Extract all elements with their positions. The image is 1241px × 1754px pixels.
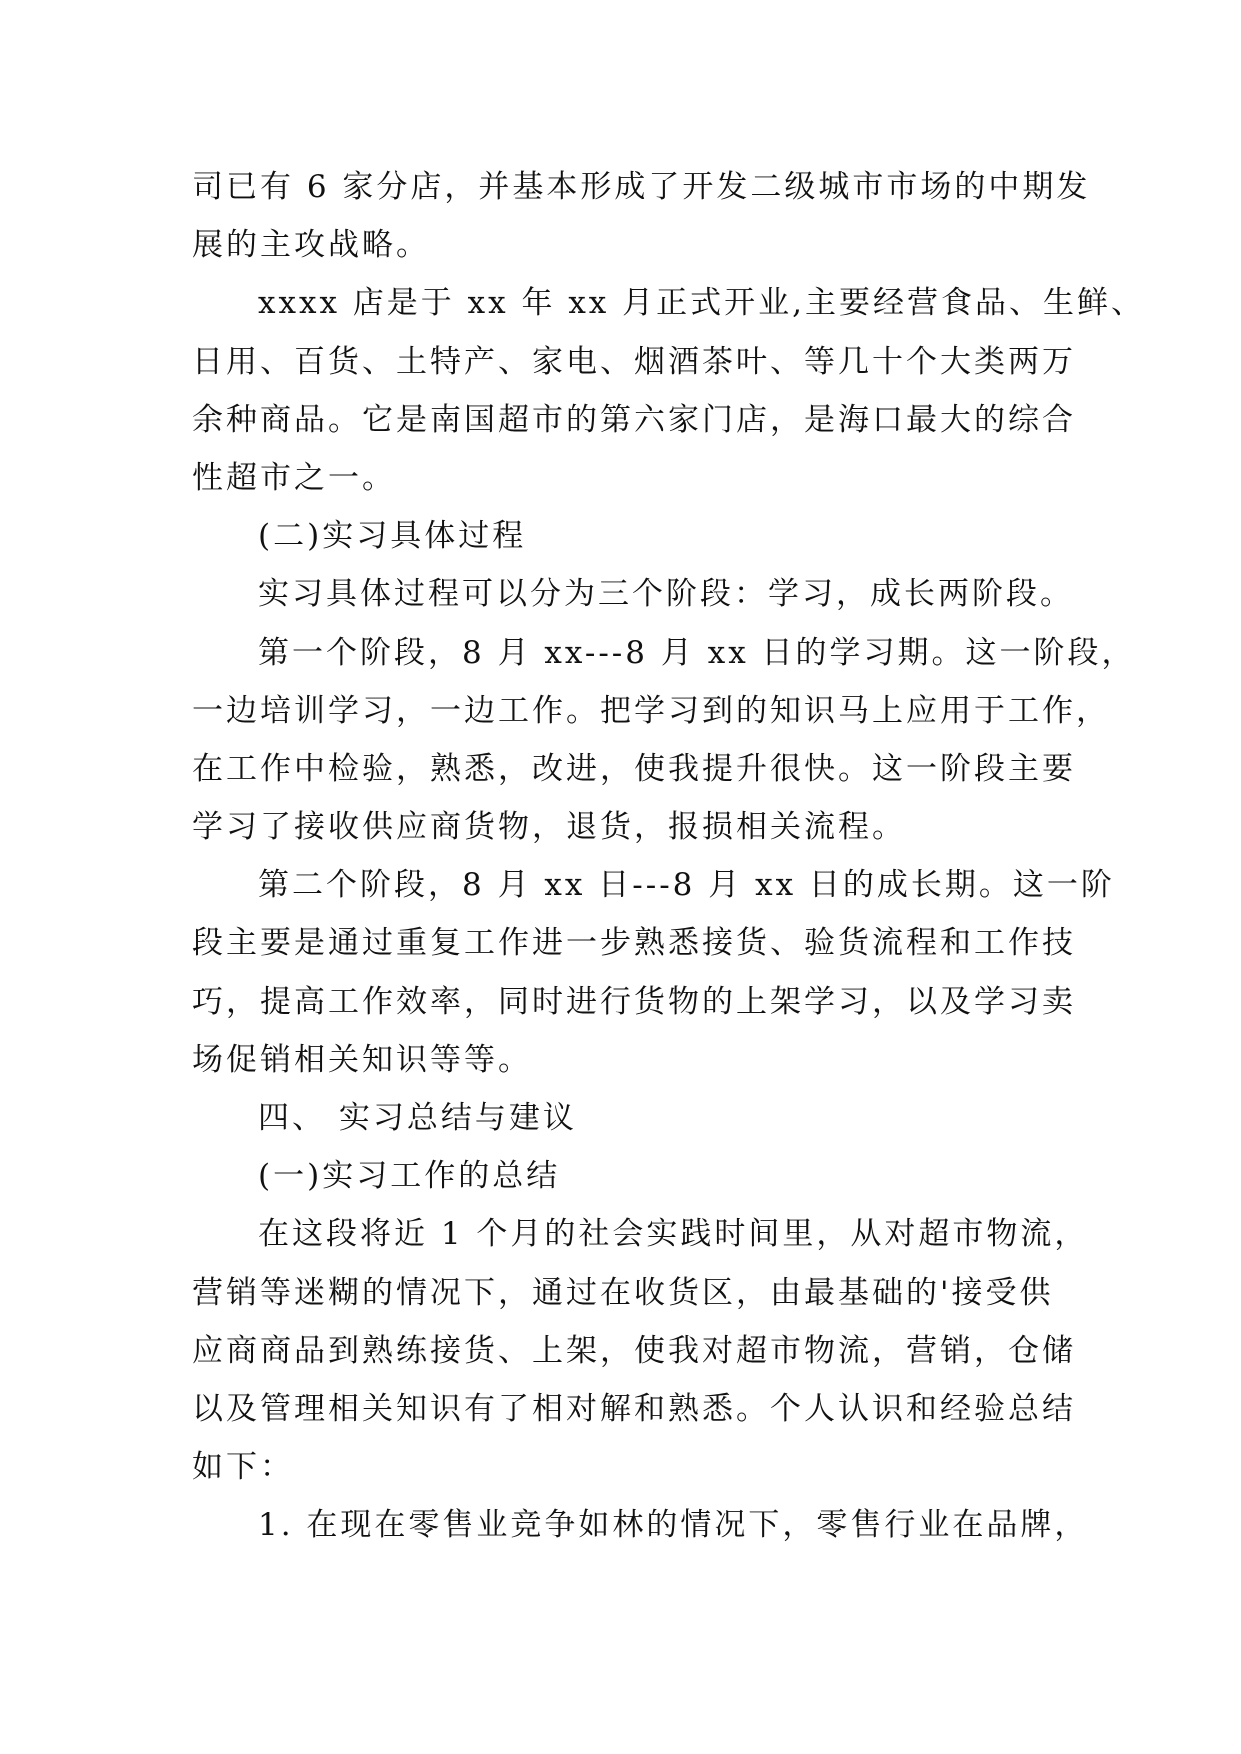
text-line: 在工作中检验，熟悉，改进，使我提升很快。这一阶段主要	[192, 750, 1076, 787]
text-line: 司已有 6 家分店，并基本形成了开发二级城市市场的中期发	[192, 169, 1091, 205]
text-line: 如下：	[192, 1449, 294, 1486]
text-line: 性超市之一。	[192, 459, 396, 496]
text-line: 巧，提高工作效率，同时进行货物的上架学习，以及学习卖	[192, 983, 1076, 1020]
section-heading: (二)实习具体过程	[258, 518, 527, 555]
text-line: 营销等迷糊的情况下，通过在收货区，由最基础的'接受供	[192, 1274, 1054, 1311]
list-item: 1. 在现在零售业竞争如林的情况下，零售行业在品牌，	[258, 1507, 1089, 1544]
text-line: 段主要是通过重复工作进一步熟悉接货、验货流程和工作技	[192, 925, 1076, 962]
text-line: 日用、百货、土特产、家电、烟酒茶叶、等几十个大类两万	[192, 343, 1076, 380]
text-line: 场促销相关知识等等。	[192, 1041, 532, 1078]
section-heading: (一)实习工作的总结	[258, 1158, 561, 1195]
text-line: 第二个阶段，8 月 xx 日---8 月 xx 日的成长期。这一阶	[258, 867, 1115, 904]
text-line: 应商商品到熟练接货、上架，使我对超市物流，营销，仓储	[192, 1332, 1076, 1369]
body-text	[192, 158, 1145, 1555]
text-line: xxxx 店是于 xx 年 xx 月正式开业,主要经营食品、生鲜、	[258, 285, 1145, 322]
text-line: 学习了接收供应商货物，退货，报损相关流程。	[192, 809, 906, 846]
text-line: 在这段将近 1 个月的社会实践时间里，从对超市物流，	[258, 1216, 1089, 1253]
text-line: 一边培训学习，一边工作。把学习到的知识马上应用于工作，	[192, 692, 1110, 729]
section-heading: 四、 实习总结与建议	[258, 1100, 577, 1136]
text-line: 第一个阶段，8 月 xx---8 月 xx 日的学习期。这一阶段，	[258, 634, 1136, 671]
text-line: 实习具体过程可以分为三个阶段：学习，成长两阶段。	[258, 576, 1074, 613]
text-line: 展的主攻战略。	[192, 227, 430, 264]
text-line: 以及管理相关知识有了相对解和熟悉。个人认识和经验总结	[192, 1390, 1076, 1427]
text-line: 余种商品。它是南国超市的第六家门店，是海口最大的综合	[192, 401, 1076, 438]
